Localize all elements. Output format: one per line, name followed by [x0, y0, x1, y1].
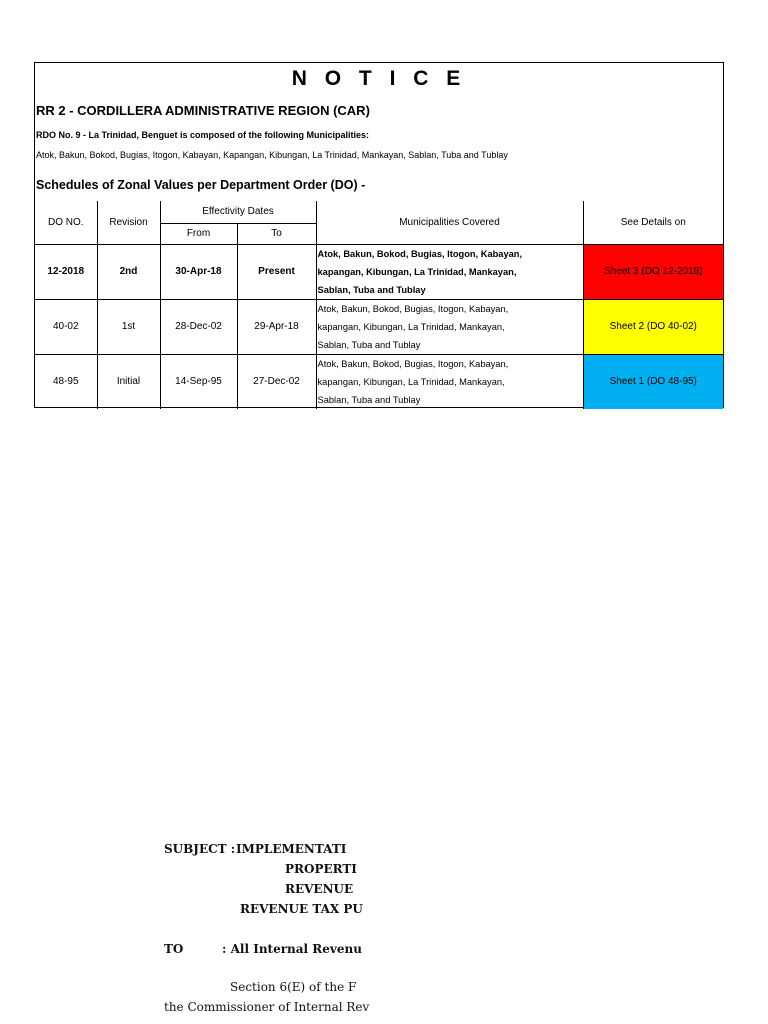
row-to: Present — [237, 244, 316, 299]
muni-line: Atok, Bakun, Bokod, Bugias, Itogon, Kabayan, — [317, 303, 509, 314]
memo-subject-line: IMPLEMENTATI — [236, 842, 347, 856]
table-row — [35, 354, 723, 409]
row-from: 30-Apr-18 — [160, 244, 237, 299]
header-effectivity: Effectivity Dates — [160, 201, 316, 223]
table-row — [35, 244, 723, 299]
row-from: 28-Dec-02 — [160, 299, 237, 354]
memo-body-line: Section 6(E) of the F — [230, 980, 357, 994]
muni-line: kapangan, Kibungan, La Trinidad, Mankayan, — [317, 266, 517, 277]
row-do-no: 40-02 — [35, 299, 97, 354]
zonal-values-table — [35, 201, 723, 409]
row-revision: 1st — [97, 299, 160, 354]
row-do-no: 48-95 — [35, 354, 97, 409]
table-header-row — [35, 201, 723, 223]
memo-subject-label: SUBJECT : — [164, 842, 236, 856]
header-revision: Revision — [97, 201, 160, 244]
memo-subject-line: PROPERTI — [285, 862, 357, 876]
memo-subject-line: REVENUE TAX PU — [240, 902, 363, 916]
notice-title: N O T I C E — [291, 67, 467, 90]
muni-line: Atok, Bakun, Bokod, Bugias, Itogon, Kabayan, — [317, 248, 523, 259]
memo-body-line: the Commissioner of Internal Rev — [164, 1000, 370, 1014]
header-from: From — [160, 223, 237, 244]
memo-excerpt — [164, 840, 374, 1024]
header-municipalities: Municipalities Covered — [316, 201, 583, 244]
memo-to-value: : All Internal Revenu — [222, 942, 362, 956]
municipalities-line: Atok, Bakun, Bokod, Bugias, Itogon, Kabayan, Kapangan, Kibungan, La Trinidad, Mankayan, Sablan, Tuba and Tublay — [36, 150, 508, 160]
muni-line: kapangan, Kibungan, La Trinidad, Mankayan, — [317, 321, 505, 332]
muni-line: Sablan, Tuba and Tublay — [317, 394, 421, 405]
header-details: See Details on — [583, 201, 723, 244]
muni-line: Sablan, Tuba and Tublay — [317, 339, 421, 350]
row-from: 14-Sep-95 — [160, 354, 237, 409]
header-to: To — [237, 223, 316, 244]
table-row — [35, 299, 723, 354]
sheet-3-link[interactable]: Sheet 3 (DO 12-2018) — [583, 244, 723, 299]
region-heading: RR 2 - CORDILLERA ADMINISTRATIVE REGION (CAR) — [36, 103, 370, 118]
row-municipalities — [316, 299, 583, 354]
memo-subject-line: REVENUE — [285, 882, 354, 896]
row-do-no: 12-2018 — [35, 244, 97, 299]
notice-panel — [34, 62, 724, 408]
row-municipalities — [316, 244, 583, 299]
row-municipalities — [316, 354, 583, 409]
muni-line: Atok, Bakun, Bokod, Bugias, Itogon, Kabayan, — [317, 358, 509, 369]
row-revision: 2nd — [97, 244, 160, 299]
muni-line: Sablan, Tuba and Tublay — [317, 284, 426, 295]
row-to: 27-Dec-02 — [237, 354, 316, 409]
row-revision: Initial — [97, 354, 160, 409]
memo-to-label: TO — [164, 942, 184, 956]
schedules-heading: Schedules of Zonal Values per Department Order (DO) - — [36, 178, 366, 192]
muni-line: kapangan, Kibungan, La Trinidad, Mankayan, — [317, 376, 505, 387]
header-do-no: DO NO. — [35, 201, 97, 244]
sheet-1-link[interactable]: Sheet 1 (DO 48-95) — [583, 354, 723, 409]
sheet-2-link[interactable]: Sheet 2 (DO 40-02) — [583, 299, 723, 354]
rdo-line: RDO No. 9 - La Trinidad, Benguet is composed of the following Municipalities: — [36, 130, 370, 140]
row-to: 29-Apr-18 — [237, 299, 316, 354]
